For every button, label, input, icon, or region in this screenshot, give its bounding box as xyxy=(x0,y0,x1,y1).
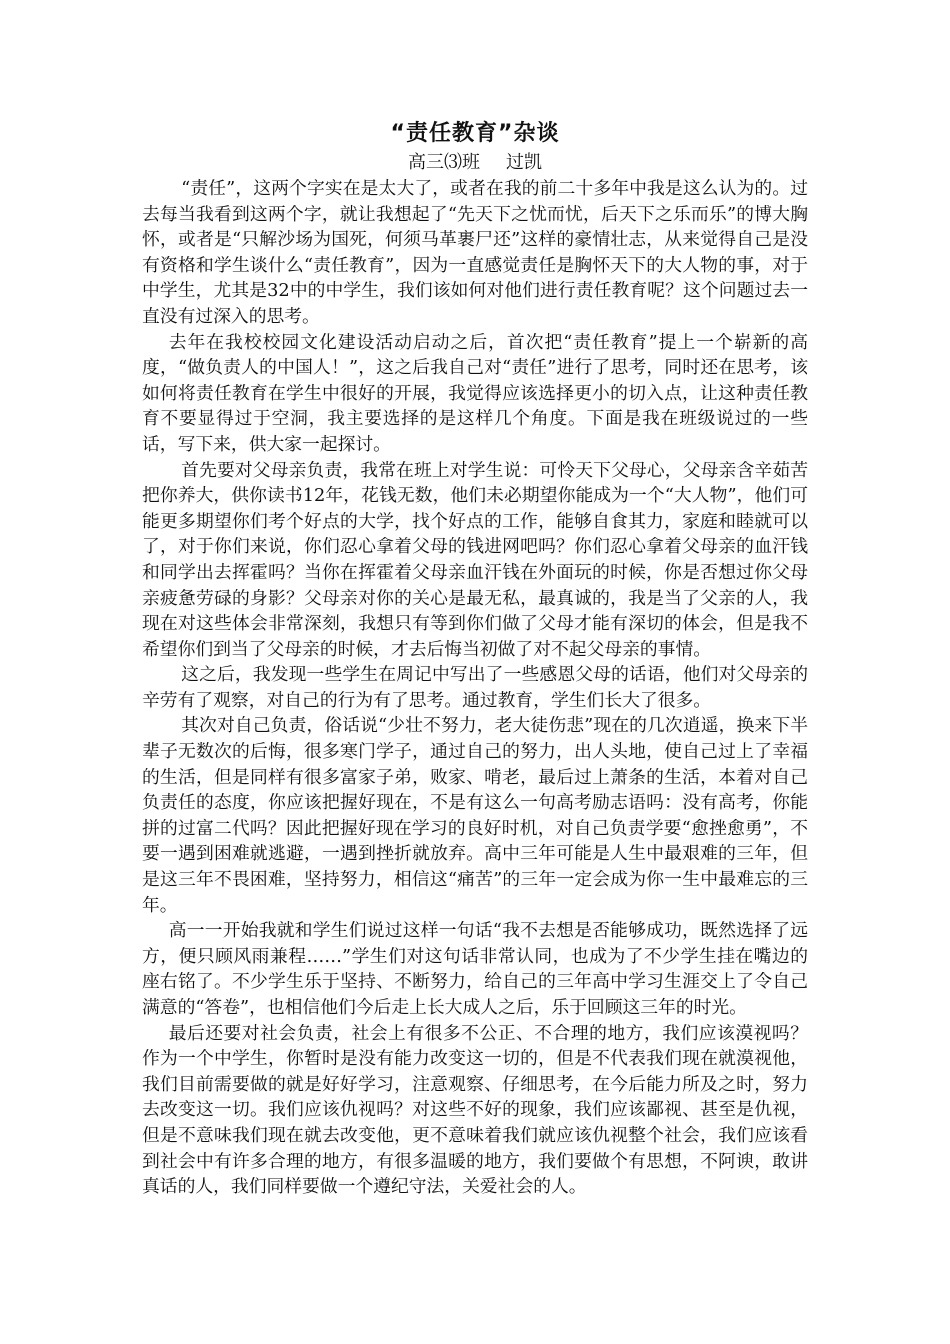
article-body xyxy=(142,118,808,1200)
paragraph: 其次对自己负责，俗话说“少壮不努力，老大徒伤悲”现在的几次逍遥，换来下半辈子无数次的后悔，很多寒门学子，通过自己的努力，出人头地，使自己过上了幸福的生活，但是同样有很多富家子弟，败家、啃老，最后过上萧条的生活，本着对自己负责任的态度，你应该把握好现在，不是有这么一句高考励志语吗：没有高考，你能拼的过富二代吗？因此把握好现在学习的良好时机，对自己负责学要“愈挫愈勇”，不要一遇到困难就逃避，一遇到挫折就放弃。高中三年可能是人生中最艰难的三年，但是这三年不畏困难，坚持努力，相信这“痛苦”的三年一定会成为你一生中最难忘的三年。 xyxy=(142,715,808,916)
paragraph: 去年在我校校园文化建设活动启动之后，首次把“责任教育”提上一个崭新的高度，“做负责人的中国人！”，这之后我自己对“责任”进行了思考，同时还在思考，该如何将责任教育在学生中很好的开展，我觉得应该选择更小的切入点，让这种责任教育不要显得过于空洞，我主要选择的是这样几个角度。下面是我在班级说过的一些话，写下来，供大家一起探讨。 xyxy=(142,331,808,455)
author-name: 过凯 xyxy=(506,152,542,173)
paragraph: 高一一开始我就和学生们说过这样一句话“我不去想是否能够成功，既然选择了远方，便只顾风雨兼程……”学生们对这句话非常认同，也成为了不少学生挂在嘴边的座右铭了。不少学生乐于坚持、不断努力，给自己的三年高中学习生涯交上了令自己满意的“答卷”，也相信他们今后走上长大成人之后，乐于回顾这三年的时光。 xyxy=(142,920,808,1018)
author-class: 高三⑶班 xyxy=(408,152,480,173)
article-title: “责任教育”杂谈 xyxy=(390,121,560,146)
article-byline xyxy=(142,150,808,176)
paragraph: 这之后，我发现一些学生在周记中写出了一些感恩父母的话语，他们对父母亲的辛劳有了观察，对自己的行为有了思考。通过教育，学生们长大了很多。 xyxy=(142,664,808,711)
paragraph: “责任”，这两个字实在是太大了，或者在我的前二十多年中我是这么认为的。过去每当我看到这两个字，就让我想起了“先天下之忧而忧，后天下之乐而乐”的博大胸怀，或者是“只解沙场为国死，何须马革裹尸还”这样的豪情壮志，从来觉得自己是没有资格和学生谈什么“责任教育”，因为一直感觉责任是胸怀天下的大人物的事，对于中学生，尤其是32中的中学生，我们该如何对他们进行责任教育呢？这个问题过去一直没有过深入的思考。 xyxy=(142,178,808,327)
paragraph: 首先要对父母亲负责，我常在班上对学生说：可怜天下父母心，父母亲含辛茹苦把你养大，供你读书12年，花钱无数，他们未必期望你能成为一个“大人物”，他们可能更多期望你们考个好点的大学，找个好点的工作，能够自食其力，家庭和睦就可以了，对于你们来说，你们忍心拿着父母的钱进网吧吗？你们忍心拿着父母亲的血汗钱和同学出去挥霍吗？当你在挥霍着父母亲血汗钱在外面玩的时候，你是否想过你父母亲疲惫劳碌的身影？父母亲对你的关心是最无私，最真诚的，我是当了父亲的人，我现在对这些体会非常深刻，我想只有等到你们做了父母才能有深切的体会，但是我不希望你们到当了父母亲的时候，才去后悔当初做了对不起父母亲的事情。 xyxy=(142,459,808,660)
paragraph: 最后还要对社会负责，社会上有很多不公正、不合理的地方，我们应该漠视吗？作为一个中学生，你暂时是没有能力改变这一切的，但是不代表我们现在就漠视他，我们目前需要做的就是好好学习，注意观察、仔细思考，在今后能力所及之时，努力去改变这一切。我们应该仇视吗？对这些不好的现象，我们应该鄙视、甚至是仇视，但是不意味我们现在就去改变他，更不意味着我们就应该仇视整个社会，我们应该看到社会中有许多合理的地方，有很多温暖的地方，我们要做个有思想，不阿谀，敢讲真话的人，我们同样要做一个遵纪守法，关爱社会的人。 xyxy=(142,1022,808,1198)
